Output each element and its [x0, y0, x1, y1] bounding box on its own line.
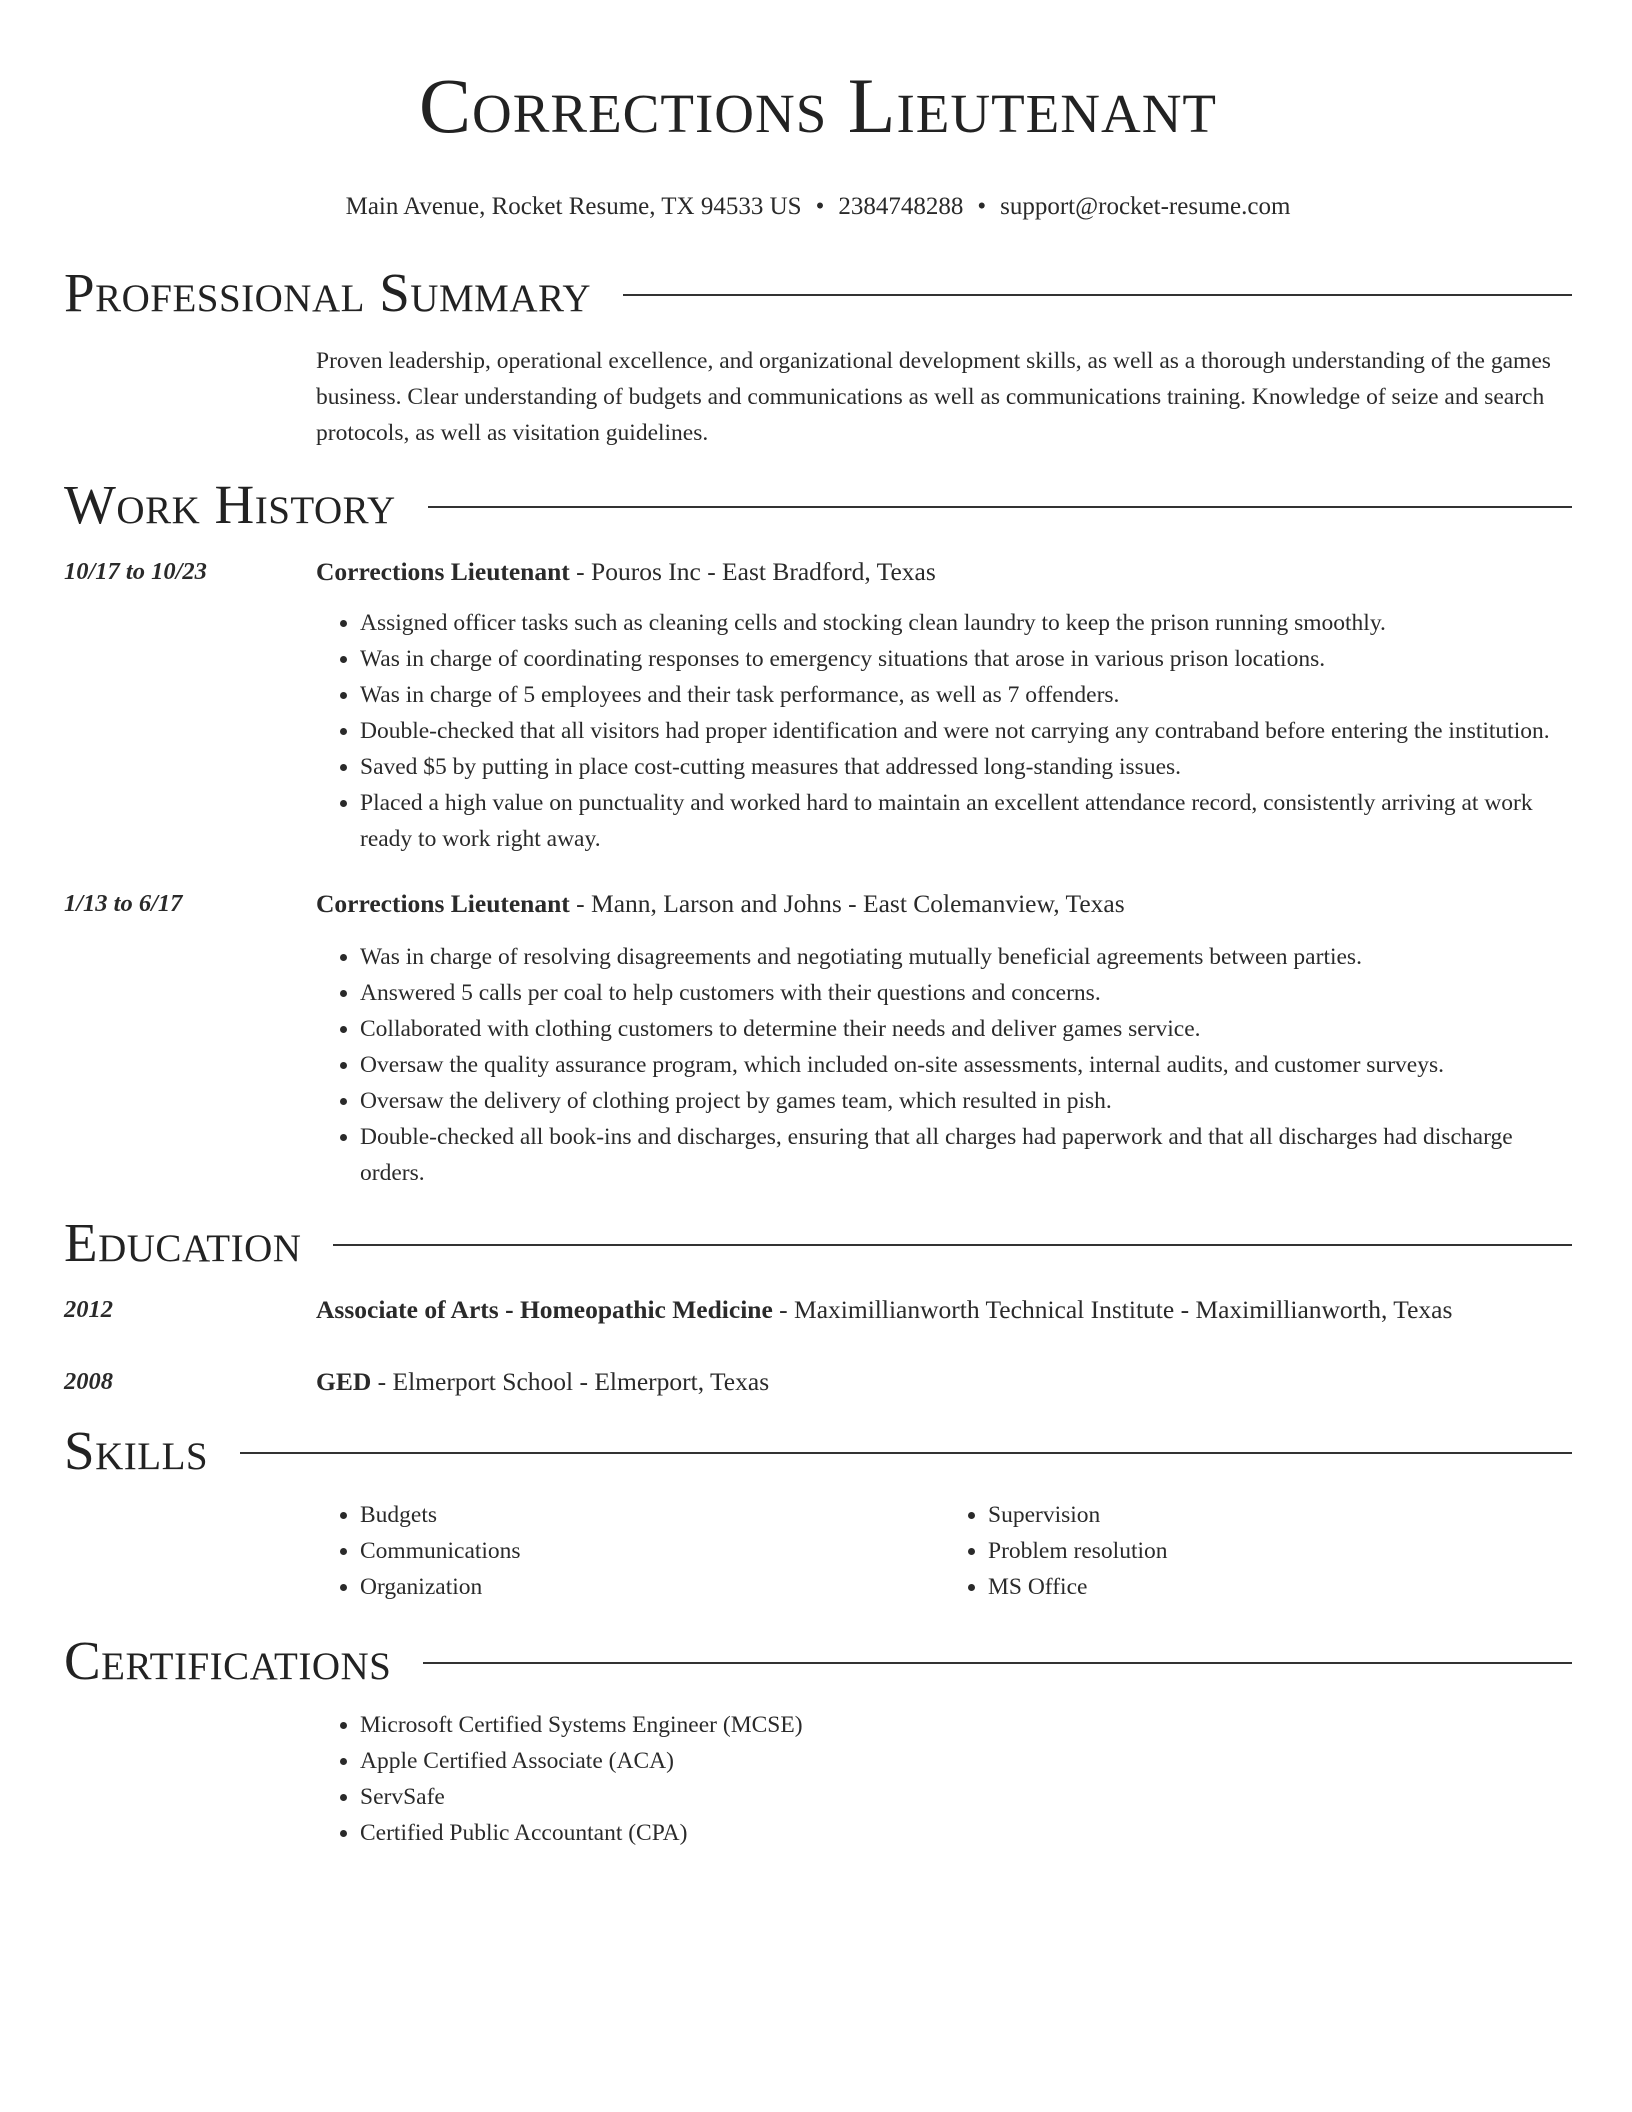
work-section-header: [64, 473, 1572, 537]
list-item: • Apple Certified Associate (ACA): [360, 1743, 1572, 1779]
contact-separator: •: [815, 193, 825, 220]
contact-address: Main Avenue, Rocket Resume, TX 94533 US: [345, 193, 802, 220]
education-year: 2008: [64, 1368, 113, 1395]
summary-text: Proven leadership, operational excellence, and organizational development skills, as well as a thorough understanding of the games business. Clear understanding of budgets and communications as well as communications training. Knowledge of seize and search protocols, as well as visitation guidelines.: [316, 348, 1551, 446]
list-item: • Double-checked all book-ins and discharges, ensuring that all charges had paperwork and that all discharges had discharge orders.: [360, 1119, 1572, 1191]
job-entry: [64, 555, 1572, 857]
list-item: • Placed a high value on punctuality and worked hard to maintain an excellent attendance record, consistently arriving at work ready to work right away.: [360, 785, 1572, 857]
list-item: • ServSafe: [360, 1779, 1572, 1815]
section-divider: [423, 1662, 1572, 1664]
skills-section-title: Skills: [64, 1420, 209, 1481]
certifications-section-header: [64, 1629, 1572, 1693]
job-title-line: [316, 555, 1572, 589]
list-item: • Certified Public Accountant (CPA): [360, 1815, 1572, 1851]
education-title-line: [316, 1365, 1572, 1399]
skills-column-left: [316, 1497, 944, 1605]
education-degree: GED: [316, 1367, 372, 1396]
job-details: - Pouros Inc - East Bradford, Texas: [569, 557, 936, 586]
list-item: • Assigned officer tasks such as cleaning cells and stocking clean laundry to keep the prison running smoothly.: [360, 605, 1572, 641]
certifications-list: [316, 1707, 1572, 1851]
job-bullets: [316, 939, 1572, 1191]
list-item: • Collaborated with clothing customers to determine their needs and deliver games service.: [360, 1011, 1572, 1047]
education-entry: [64, 1365, 1572, 1399]
education-year: 2012: [64, 1296, 113, 1323]
list-item: • Organization: [360, 1569, 944, 1605]
section-divider: [428, 506, 1572, 508]
education-details: - Elmerport School - Elmerport, Texas: [371, 1367, 770, 1396]
contact-line: [64, 190, 1572, 224]
list-item: • Supervision: [988, 1497, 1572, 1533]
summary-section-title: Professional Summary: [64, 262, 592, 323]
job-dates: 10/17 to 10/23: [64, 558, 207, 585]
job-role: Corrections Lieutenant: [316, 557, 570, 586]
list-item: • Was in charge of resolving disagreements and negotiating mutually beneficial agreements between parties.: [360, 939, 1572, 975]
skills-column-right: [944, 1497, 1572, 1605]
education-degree: Associate of Arts - Homeopathic Medicine: [316, 1295, 773, 1324]
job-body: [316, 887, 1572, 1191]
job-bullets: [316, 605, 1572, 857]
list-item: • Problem resolution: [988, 1533, 1572, 1569]
list-item: • Was in charge of 5 employees and their task performance, as well as 7 offenders.: [360, 677, 1572, 713]
education-entry: [64, 1293, 1572, 1327]
certifications-section-title: Certifications: [64, 1630, 392, 1691]
resume-page: [64, 0, 1572, 1851]
job-dates: 1/13 to 6/17: [64, 890, 183, 917]
education-title-line: [316, 1293, 1572, 1327]
education-section-header: [64, 1211, 1572, 1275]
list-item: • Oversaw the delivery of clothing project by games team, which resulted in pish.: [360, 1083, 1572, 1119]
summary-section-header: [64, 261, 1572, 325]
section-divider: [333, 1244, 1572, 1246]
list-item: • Oversaw the quality assurance program, which included on-site assessments, internal audits, and customer surveys.: [360, 1047, 1572, 1083]
list-item: • Answered 5 calls per coal to help customers with their questions and concerns.: [360, 975, 1572, 1011]
work-section-title: Work History: [64, 474, 396, 535]
list-item: • Saved $5 by putting in place cost-cutting measures that addressed long-standing issues.: [360, 749, 1572, 785]
contact-email: support@rocket-resume.com: [1000, 193, 1291, 220]
contact-phone: 2384748288: [838, 193, 964, 220]
section-divider: [623, 294, 1572, 296]
candidate-name: Corrections Lieutenant: [418, 62, 1218, 149]
education-details: - Maximillianworth Technical Institute - Maximillianworth, Texas: [772, 1295, 1453, 1324]
list-item: • MS Office: [988, 1569, 1572, 1605]
job-body: [316, 555, 1572, 857]
list-item: • Double-checked that all visitors had proper identification and were not carrying any contraband before entering the institution.: [360, 713, 1572, 749]
education-section-title: Education: [64, 1212, 302, 1273]
list-item: • Was in charge of coordinating responses to emergency situations that arose in various prison locations.: [360, 641, 1572, 677]
contact-separator: •: [977, 193, 987, 220]
certifications-bullets: [316, 1707, 1572, 1851]
skills-list: [316, 1497, 1572, 1605]
list-item: • Communications: [360, 1533, 944, 1569]
job-entry: [64, 887, 1572, 1191]
job-details: - Mann, Larson and Johns - East Colemanview, Texas: [569, 889, 1125, 918]
job-role: Corrections Lieutenant: [316, 889, 570, 918]
section-divider: [240, 1452, 1572, 1454]
skills-section-header: [64, 1419, 1572, 1483]
job-title-line: [316, 887, 1572, 921]
list-item: • Budgets: [360, 1497, 944, 1533]
list-item: • Microsoft Certified Systems Engineer (MCSE): [360, 1707, 1572, 1743]
